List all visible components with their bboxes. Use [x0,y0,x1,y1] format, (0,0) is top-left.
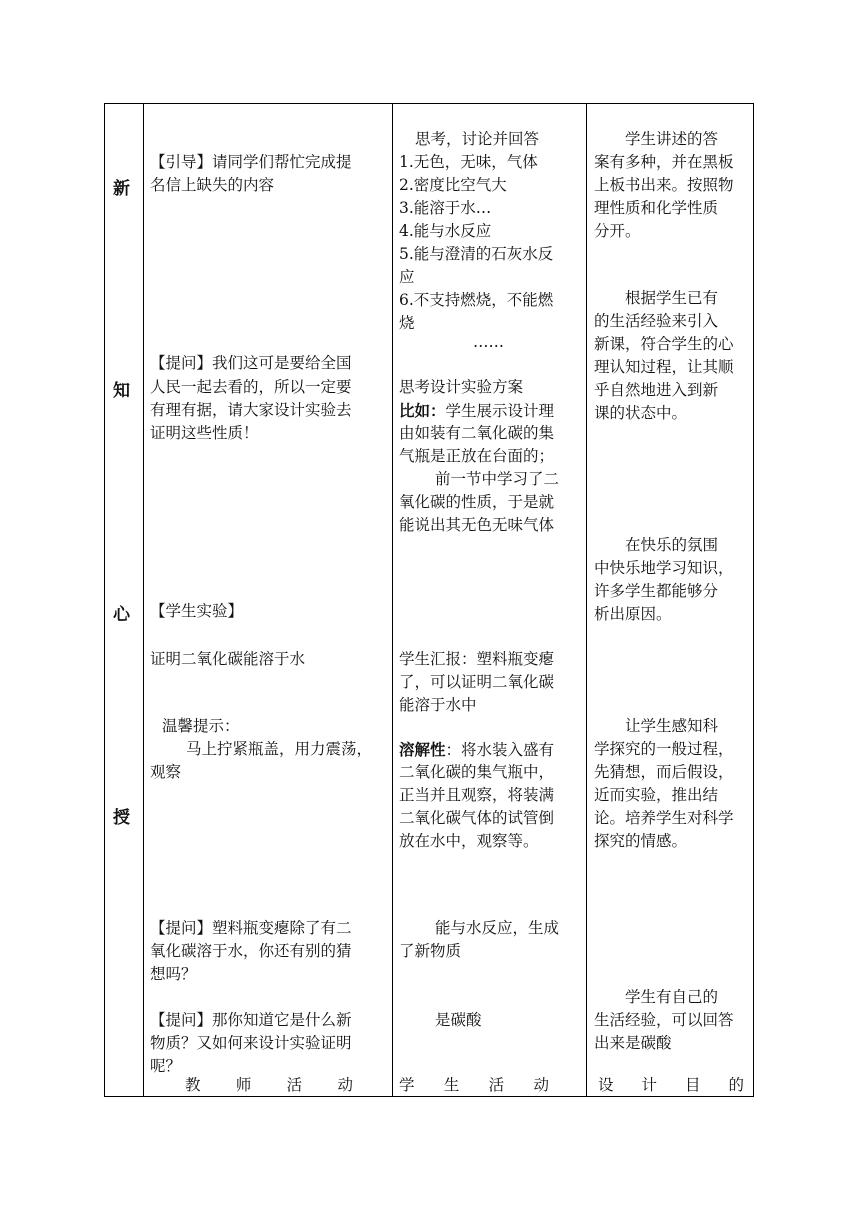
tip-line: 观察 [150,763,182,781]
footer-char: 目 [684,1076,701,1094]
property-item: 1.无色，无味，气体 [399,153,538,171]
side-label: 心 [113,605,130,625]
question-tag: 【提问】 [150,919,213,937]
footer-char: 生 [443,1076,460,1094]
purpose-line: 新课，符合学生的心 [594,335,734,353]
footer-design-purpose [598,1074,744,1097]
purpose-line: 在快乐的氛围 [625,536,719,554]
footer-char: 教 [185,1076,201,1094]
question-line: 想吗？ [150,965,197,983]
footer-char: 学 [399,1076,415,1094]
example-line: 气瓶是正放在台面的； [399,447,555,465]
tip-title: 温馨提示： [162,717,240,735]
solubility-line: 溶解性：将水装入盛有 [399,740,555,759]
column-divider [586,104,587,1096]
reaction-line: 了新物质 [399,942,462,960]
footer-char: 活 [488,1076,505,1094]
purpose-line: 生活经验，可以回答 [594,1011,734,1029]
purpose-line: 中快乐地学习知识， [594,559,734,577]
purpose-line: 分开。 [594,222,641,240]
property-item: 4.能与水反应 [399,222,492,240]
previous-line: 前一节中学习了二 [435,470,560,488]
question-line: 有理有据，请大家设计实验去 [150,401,352,419]
footer-char: 计 [641,1076,657,1094]
guide-tag: 【引导】 [150,153,213,171]
report-line: 能溶于水中 [399,696,477,714]
property-item: 应 [399,268,415,286]
property-item: 6.不支持燃烧，不能燃 [399,291,554,309]
footer-teacher-activity [185,1074,353,1097]
example-line: 由如装有二氧化碳的集 [399,424,555,442]
property-item: 2.密度比空气大 [399,176,507,194]
footer-char: 的 [728,1076,744,1094]
side-label: 知 [113,381,130,401]
purpose-line: 上板书出来。按照物 [594,176,734,194]
question-line: 物质？又如何来设计实验证明 [150,1034,352,1052]
purpose-line: 让学生感知科 [625,717,719,735]
purpose-line: 学探究的一般过程， [594,740,734,758]
previous-line: 氧化碳的性质，于是就 [399,493,555,511]
solubility-line: 二氧化碳的集气瓶中， [399,763,555,781]
footer-char: 师 [235,1076,252,1094]
question-line: 人民一起去看的，所以一定要 [150,378,352,396]
footer-char: 设 [598,1076,614,1094]
purpose-line: 析出原因。 [594,605,672,623]
property-item: 烧 [399,314,415,332]
purpose-line: 先猜想，而后假设， [594,763,734,781]
solubility-line: 正当并且观察，将装满 [399,786,555,804]
purpose-line: 近而实验，推出结 [594,786,719,804]
purpose-line: 学生讲述的答 [625,130,719,148]
footer-char: 活 [286,1076,303,1094]
example-line: 比如：学生展示设计理 [399,401,555,420]
side-label: 授 [113,808,130,828]
side-label: 新 [113,179,130,199]
purpose-line: 学生有自己的 [625,988,719,1006]
solubility-line: 二氧化碳气体的试管倒 [399,809,555,827]
ellipsis: …… [473,333,504,351]
question-tag: 【提问】 [150,1011,213,1029]
property-item: 3.能溶于水… [399,199,492,217]
experiment-text: 证明二氧化碳能溶于水 [150,650,306,668]
experiment-tag: 【学生实验】 [150,602,244,620]
solubility-tag: 溶解性 [399,740,446,759]
question-tag: 【提问】 [150,354,213,372]
question-line: 【提问】塑料瓶变瘪除了有二 [150,919,352,937]
question-line: 氧化碳溶于水，你还有别的猜 [150,942,352,960]
question-line: 【提问】我们这可是要给全国 [150,354,352,372]
footer-char: 动 [533,1076,549,1094]
purpose-line: 根据学生已有 [625,289,719,307]
question-line: 呢？ [150,1057,182,1075]
guide-line: 名信上缺失的内容 [150,176,275,194]
purpose-line: 课的状态中。 [594,404,688,422]
report-line: 学生汇报：塑料瓶变瘪 [399,650,555,668]
column-divider [392,104,393,1096]
lesson-table [104,103,754,1097]
report-line: 了，可以证明二氧化碳 [399,673,555,691]
purpose-line: 理性质和化学性质 [594,199,719,217]
example-tag: 比如： [399,401,446,420]
purpose-line: 论。培养学生对科学 [594,809,734,827]
tip-line: 马上拧紧瓶盖，用力震荡， [186,740,373,758]
acid-answer: 是碳酸 [435,1011,482,1029]
purpose-line: 理认知过程，让其顺 [594,358,734,376]
student-design: 思考设计实验方案 [399,378,524,396]
previous-line: 能说出其无色无味气体 [399,516,555,534]
question-line: 【提问】那你知道它是什么新 [150,1011,352,1029]
purpose-line: 许多学生都能够分 [594,582,719,600]
solubility-line: 放在水中，观察等。 [399,832,539,850]
footer-char: 动 [337,1076,353,1094]
purpose-line: 探究的情感。 [594,832,688,850]
reaction-line: 能与水反应，生成 [435,919,560,937]
purpose-line: 出来是碳酸 [594,1034,672,1052]
student-think: 思考，讨论并回答 [415,130,540,148]
guide-line: 【引导】请同学们帮忙完成提 [150,153,352,171]
column-divider [143,104,144,1096]
purpose-line: 案有多种，并在黑板 [594,153,734,171]
purpose-line: 的生活经验来引入 [594,312,719,330]
purpose-line: 乎自然地进入到新 [594,381,719,399]
footer-student-activity [399,1074,549,1097]
property-item: 5.能与澄清的石灰水反 [399,245,554,263]
question-line: 证明这些性质！ [150,424,259,442]
